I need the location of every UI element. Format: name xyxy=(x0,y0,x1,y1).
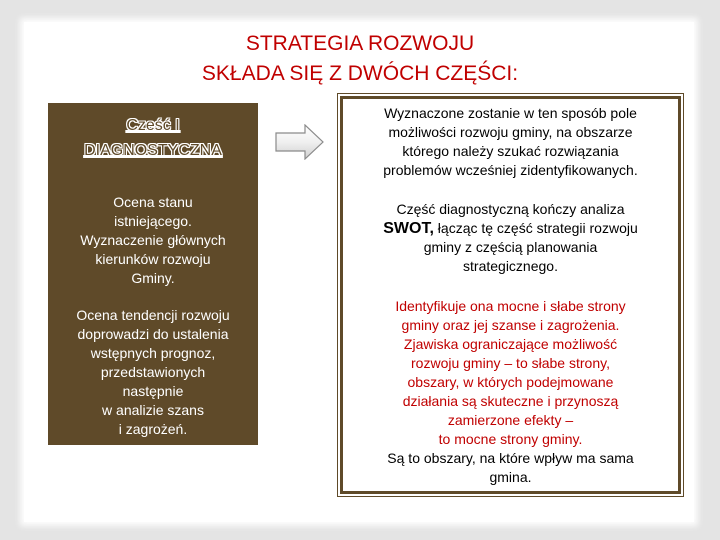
analysis-box xyxy=(340,96,681,494)
title-line-1: STRATEGIA ROZWOJU xyxy=(245,32,475,55)
swot-intro-text xyxy=(349,200,672,276)
title-line-2: SKŁADA SIĘ Z DWÓCH CZĘŚCI: xyxy=(201,62,519,85)
swot-description: Identyfikuje ona mocne i słabe strony gminy oraz jej szanse i zagrożenia. Zjawiska ograniczające możliwość rozwoju gminy – to słabe strony, obszary, w których podejmowane działania są skuteczne i przynoszą zamierzone efekty – to mocne strony gminy. xyxy=(395,298,626,447)
swot-label: SWOT, xyxy=(383,220,434,237)
right-arrow-icon xyxy=(275,124,325,160)
diagnostic-heading xyxy=(48,113,258,163)
swot-intro-end: łącząc tę część strategii rozwoju gminy z częścią planowania strategicznego. xyxy=(423,220,638,274)
slide-title xyxy=(0,29,720,89)
strengths-weaknesses-text xyxy=(349,297,672,487)
heading-line-1: Cześć I xyxy=(126,117,180,134)
current-state-text: Ocena stanu istniejącego. Wyznaczenie głównych kierunków rozwoju Gminy. xyxy=(80,194,226,286)
influence-areas-text: Są to obszary, na które wpływ ma sama gmina. xyxy=(387,450,634,485)
development-field-text: Wyznaczone zostanie w ten sposób pole możliwości rozwoju gminy, na obszarze którego należy szukać rozwiązania problemów wcześniej zidentyfikowanych. xyxy=(383,105,638,178)
heading-line-2: DIAGNOSTYCZNA xyxy=(84,142,222,159)
swot-intro-start: Część diagnostyczną kończy analiza xyxy=(396,201,625,217)
trend-assessment-text: Ocena tendencji rozwoju doprowadzi do ustalenia wstępnych prognoz, przedstawionych następnie w analizie szans i zagrożeń. xyxy=(76,307,230,437)
diagnostic-part-box xyxy=(48,103,258,445)
